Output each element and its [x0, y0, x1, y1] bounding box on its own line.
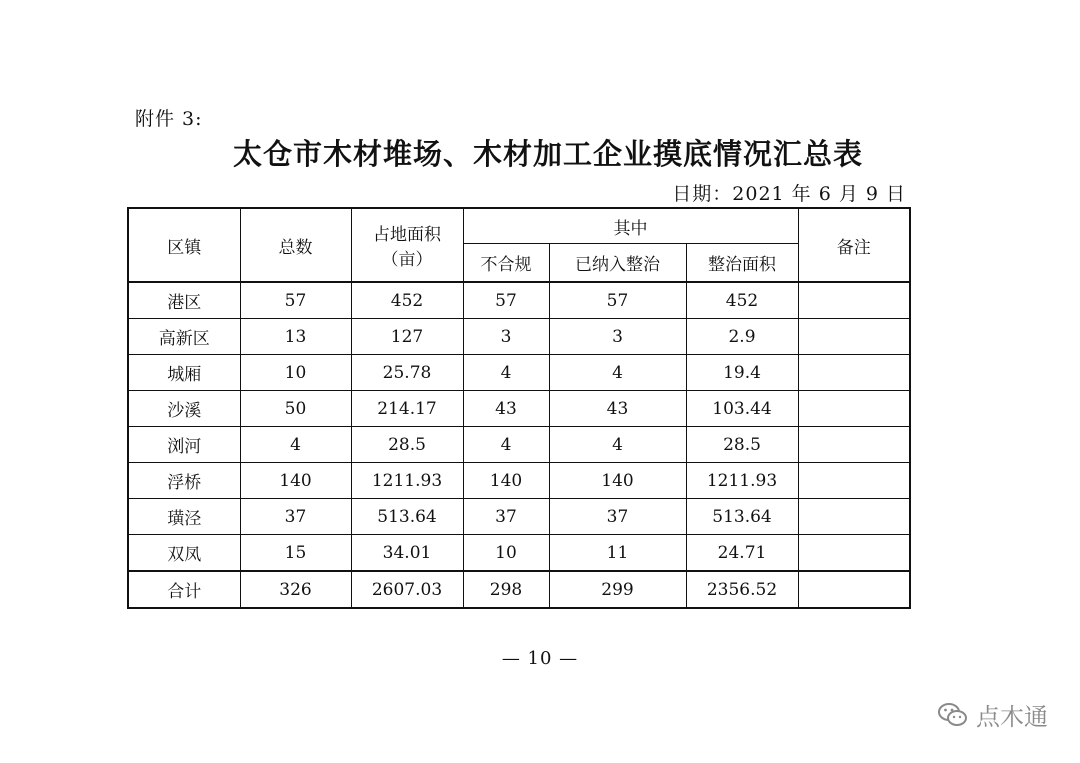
- cell-noncompliant: 3: [463, 319, 549, 355]
- cell-included: 3: [549, 319, 686, 355]
- cell-total: 10: [240, 355, 351, 391]
- cell-remarks: [798, 499, 910, 535]
- total-total: 326: [240, 571, 351, 608]
- header-among: 其中: [463, 208, 798, 244]
- cell-total: 50: [240, 391, 351, 427]
- header-district: 区镇: [128, 208, 240, 282]
- cell-noncompliant: 4: [463, 427, 549, 463]
- cell-included: 4: [549, 355, 686, 391]
- cell-remarks: [798, 319, 910, 355]
- wechat-icon: [938, 702, 968, 728]
- cell-noncompliant: 4: [463, 355, 549, 391]
- document-date: 日期：2021 年 6 月 9 日: [672, 183, 906, 205]
- cell-noncompliant: 140: [463, 463, 549, 499]
- header-noncompliant: 不合规: [463, 244, 549, 283]
- attachment-label: 附件 3:: [135, 108, 203, 130]
- header-area-line1: 占地面积: [373, 225, 441, 245]
- cell-included: 4: [549, 427, 686, 463]
- cell-included: 37: [549, 499, 686, 535]
- cell-district: 港区: [128, 282, 240, 319]
- total-district: 合计: [128, 571, 240, 608]
- cell-remarks: [798, 463, 910, 499]
- table-row: [128, 427, 910, 463]
- table-row: [128, 535, 910, 572]
- cell-total: 15: [240, 535, 351, 572]
- cell-area: 1211.93: [351, 463, 463, 499]
- total-remarks: [798, 571, 910, 608]
- cell-total: 13: [240, 319, 351, 355]
- cell-included: 43: [549, 391, 686, 427]
- cell-area: 513.64: [351, 499, 463, 535]
- cell-rectified-area: 19.4: [686, 355, 798, 391]
- cell-rectified-area: 1211.93: [686, 463, 798, 499]
- cell-area: 34.01: [351, 535, 463, 572]
- cell-total: 140: [240, 463, 351, 499]
- cell-remarks: [798, 535, 910, 572]
- cell-area: 28.5: [351, 427, 463, 463]
- cell-included: 57: [549, 282, 686, 319]
- header-included: 已纳入整治: [549, 244, 686, 283]
- table-row: [128, 499, 910, 535]
- header-remarks: 备注: [798, 208, 910, 282]
- table-row: [128, 355, 910, 391]
- cell-district: 城厢: [128, 355, 240, 391]
- cell-rectified-area: 103.44: [686, 391, 798, 427]
- header-total: 总数: [240, 208, 351, 282]
- table-row: [128, 391, 910, 427]
- header-area: [351, 208, 463, 282]
- cell-included: 140: [549, 463, 686, 499]
- cell-remarks: [798, 355, 910, 391]
- cell-included: 11: [549, 535, 686, 572]
- cell-remarks: [798, 282, 910, 319]
- table-row: [128, 282, 910, 319]
- header-rectified-area: 整治面积: [686, 244, 798, 283]
- cell-rectified-area: 28.5: [686, 427, 798, 463]
- total-area: 2607.03: [351, 571, 463, 608]
- watermark: [938, 697, 1048, 732]
- cell-rectified-area: 2.9: [686, 319, 798, 355]
- total-rectified-area: 2356.52: [686, 571, 798, 608]
- cell-rectified-area: 513.64: [686, 499, 798, 535]
- cell-remarks: [798, 391, 910, 427]
- cell-district: 双凤: [128, 535, 240, 572]
- table-row: [128, 319, 910, 355]
- total-included: 299: [549, 571, 686, 608]
- cell-district: 沙溪: [128, 391, 240, 427]
- page-number: — 10 —: [501, 648, 579, 669]
- cell-district: 璜泾: [128, 499, 240, 535]
- cell-total: 57: [240, 282, 351, 319]
- table-row: [128, 463, 910, 499]
- cell-area: 25.78: [351, 355, 463, 391]
- cell-remarks: [798, 427, 910, 463]
- table-total-row: [128, 571, 910, 608]
- cell-noncompliant: 57: [463, 282, 549, 319]
- cell-district: 浮桥: [128, 463, 240, 499]
- cell-area: 127: [351, 319, 463, 355]
- total-noncompliant: 298: [463, 571, 549, 608]
- cell-district: 浏河: [128, 427, 240, 463]
- cell-total: 37: [240, 499, 351, 535]
- watermark-text: 点木通: [976, 703, 1048, 731]
- cell-area: 452: [351, 282, 463, 319]
- header-area-line2: （亩）: [381, 250, 433, 270]
- cell-noncompliant: 43: [463, 391, 549, 427]
- cell-rectified-area: 452: [686, 282, 798, 319]
- summary-table: [127, 207, 911, 609]
- cell-total: 4: [240, 427, 351, 463]
- cell-noncompliant: 37: [463, 499, 549, 535]
- cell-rectified-area: 24.71: [686, 535, 798, 572]
- document-title: 太仓市木材堆场、木材加工企业摸底情况汇总表: [232, 137, 863, 171]
- cell-area: 214.17: [351, 391, 463, 427]
- cell-noncompliant: 10: [463, 535, 549, 572]
- cell-district: 高新区: [128, 319, 240, 355]
